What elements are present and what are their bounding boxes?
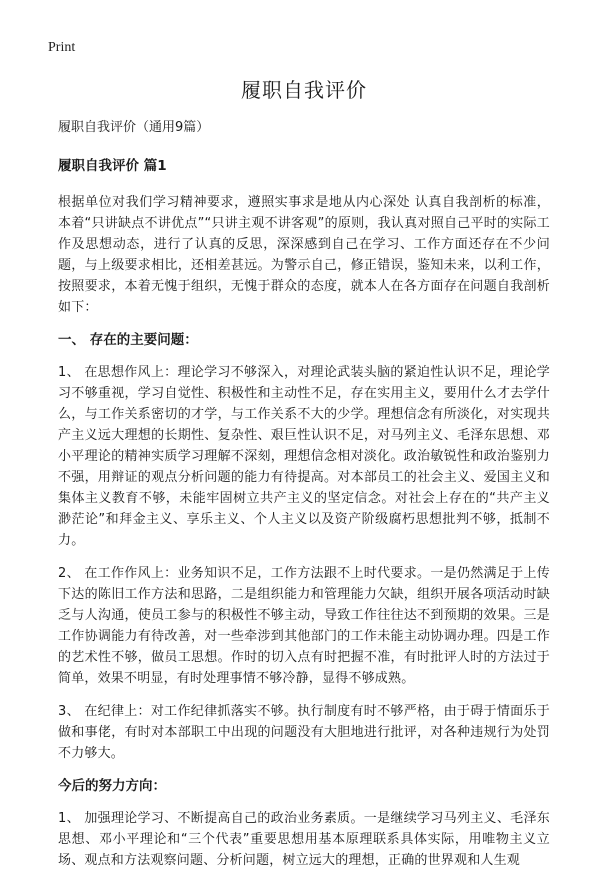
problem-paragraph: 3、 在纪律上：对工作纪律抓落实不够。执行制度有时不够严格，由于碍于情面乐于做和事佬，有时对本部职工中出现的问题没有大胆地进行批评，对各种违规行为处罚不力够大。 — [58, 704, 550, 761]
print-link[interactable]: Print — [48, 40, 76, 55]
problem-paragraph: 1、 在思想作风上：理论学习不够深入，对理论武装头脑的紧迫性认识不足，理论学习不够重视，学习自觉性、积极性和主动性不足，存在实用主义，要用什么才去学什么，与工作关系密切的才学，与工作关系不大的少学。理想信念有所淡化，对实现共产主义远大理想的长期性、复杂性、艰巨性认识不足，对马列主义、毛泽东思想、邓小平理论的精神实质学习理解不深刻，理想信念相对淡化。政治敏锐性和政治鉴别力不强，用辩证的观点分析问题的能力有待提高。对本部员工的社会主义、爱国主义和集体主义教育不够，未能牢固树立共产主义的坚定信念。对社会上存在的“共产主义渺茫论”和拜金主义、享乐主义、个人主义以及资产阶级腐朽思想批判不够，抵制不力。 — [58, 365, 550, 548]
document — [58, 76, 550, 883]
document-title: 履职自我评价 — [241, 78, 367, 102]
intro-paragraph: 根据单位对我们学习精神要求，遵照实事求是地从内心深处 认真自我剖析的标准，本着“只讲缺点不讲优点”“只讲主观不讲客观”的原则，我认真对照自己平时的实际工作及思想动态，进行了认真的反思，深深感到自己在学习、工作方面还存在不少问题，与上级要求相比，还相差甚远。为警示自己，修正错误，鉴知未来，以利工作，按照要求，本着无愧于组织，无愧于群众的态度，就本人在各方面存在问题自我剖析如下： — [58, 195, 550, 315]
heading-future-direction: 今后的努力方向： — [58, 778, 166, 794]
direction-paragraph: 1、 加强理论学习、不断提高自己的政治业务素质。一是继续学习马列主义、毛泽东思想、邓小平理论和“三个代表”重要思想用基本原理联系具体实际，用唯物主义立场、观点和方法观察问题、分析问题，树立远大的理想，正确的世界观和人生观 — [58, 811, 550, 868]
section-title: 履职自我评价 篇1 — [58, 158, 167, 174]
document-subtitle: 履职自我评价（通用9篇） — [58, 120, 210, 135]
problem-paragraph: 2、 在工作作风上：业务知识不足，工作方法跟不上时代要求。一是仍然满足于上传下达的陈旧工作方法和思路，二是组织能力和管理能力欠缺，组织开展各项活动时缺乏与人沟通，使员工参与的积极性不够主动，导致工作往往达不到预期的效果。三是工作协调能力有待改善，对一些牵涉到其他部门的工作未能主动协调办理。四是工作的艺术性不够，做员工思想。作时的切入点有时把握不准，有时批评人时的方法过于简单，效果不明显，有时处理事情不够冷静，显得不够成熟。 — [58, 566, 550, 686]
heading-main-problems: 一、 存在的主要问题： — [58, 332, 198, 348]
